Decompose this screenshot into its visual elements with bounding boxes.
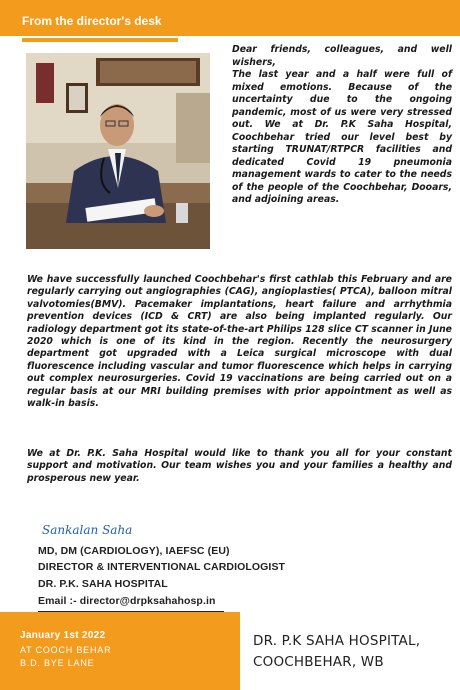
body-paragraph-1: We have successfully launched Coochbehar's first cathlab this February and are regularly carrying out angiographies (CAG), angioplasties( PTCA), balloon mitral valvotomies(BMV). Pacemaker implantations, heart failure and arrhythmia prevention devices (ICD & CRT) are also being implanted regularly. Our radiology department got its state-of-the-art Philips 128 slice CT scanner in June 2020 which is one of its kind in the region. Recently the neurosurgery department got upgraded with a Leica surgical microscope with dual fluorescence including vascular and tumor fluorescence which helps in carrying out complex neurosurgeries. Covid 19 vaccinations are being carried out on a regular basis at our MRI building premises with prior appointment as well as walk-in basis.	[27, 274, 452, 410]
footer-hospital-name-2: COOCHBEHAR, WB	[253, 654, 384, 670]
signature-role: DIRECTOR & INTERVENTIONAL CARDIOLOGIST	[38, 561, 286, 573]
body-paragraph-2: We at Dr. P.K. Saha Hospital would like to thank you all for your constant support and motivation. Our team wishes you and your families a healthy and prosperous new year.	[27, 448, 452, 484]
footer	[0, 612, 460, 690]
title-underline	[22, 38, 178, 42]
signature-degrees: MD, DM (CARDIOLOGY), IAEFSC (EU)	[38, 545, 230, 557]
footer-hospital-name-1: DR. P.K SAHA HOSPITAL,	[253, 633, 421, 649]
signature-email: Email :- director@drpksahahosp.in	[38, 595, 216, 607]
greeting: Dear friends, colleagues, and well wishers,	[232, 44, 452, 68]
footer-location-1: AT COOCH BEHAR	[20, 645, 112, 655]
doctor-portrait-photo	[26, 53, 210, 249]
footer-right-band	[240, 612, 460, 690]
intro-paragraph: The last year and a half were full of mixed emotions. Because of the uncertainty due to the ongoing pandemic, most of us were very stressed out. We at Dr. P.K Saha Hospital, Coochbehar tried our level best by starting TRUNAT/RTPCR facilities and dedicated Covid 19 pneumonia management wards to cater to the needs of the people of the Coochbehar, Dooars, and adjoining areas.	[232, 69, 452, 205]
footer-left-band	[0, 612, 240, 690]
page-title: From the director's desk	[22, 14, 162, 28]
footer-location-2: B.D. BYE LANE	[20, 658, 95, 668]
handwritten-signature: Sankalan Saha	[42, 523, 133, 537]
signature-hospital: DR. P.K. SAHA HOSPITAL	[38, 578, 168, 590]
intro-text	[232, 44, 452, 207]
footer-date: January 1st 2022	[20, 630, 106, 641]
